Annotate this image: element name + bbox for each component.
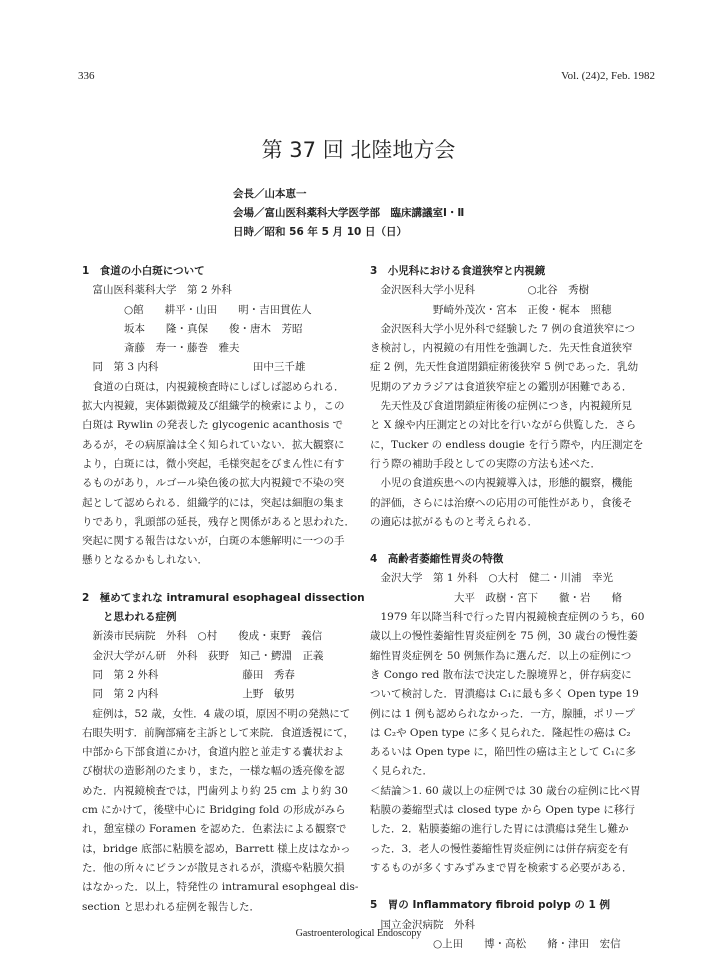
section-heading: 1 食道の小白斑について: [82, 265, 205, 277]
text-line: 国立金沢病院 外科: [370, 918, 475, 931]
meeting-venue: 会場／富山医科薬科大学医学部 臨床講議室Ⅰ・Ⅱ: [233, 207, 465, 219]
section-heading: 3 小児科における食道狭窄と内視鏡: [370, 265, 546, 277]
section-heading: 4 高齢者萎縮性胃炎の特徴: [370, 553, 504, 566]
text-line: た．他の所々にビランが散見されるが，潰瘍や粘膜欠損: [82, 861, 345, 874]
text-line: より，白斑には，微小突起，毛様突起をびまん性に有す: [82, 457, 345, 470]
text-line: き検討し，内視鏡の有用性を強調した．先天性食道狭窄: [370, 342, 633, 355]
section-heading: 2 極めてまれな intramural esophageal dissection: [82, 591, 365, 604]
text-line: ＜結論＞1. 60 歳以上の症例では 30 歳台の症例に比べ胃: [370, 784, 641, 797]
text-line: りであり，乳頭部の延長，残存と関係があると思われた．: [82, 515, 355, 528]
text-line: き Congo red 散布法で決定した腺境界と，併存病変に: [370, 668, 632, 681]
text-line: ○上田 博・高松 脩・津田 宏信: [370, 937, 621, 950]
text-line: 歳以上の慢性萎縮性胃炎症例を 75 例，30 歳台の慢性萎: [370, 630, 638, 643]
text-line: 症例は，52 歳，女性．4 歳の頃，原因不明の発熱にて: [82, 707, 351, 720]
text-line: 坂本 隆・真保 俊・唐木 芳昭: [82, 322, 303, 335]
text-line: 食道の白斑は，内視鏡検査時にしばしば認められる．: [82, 380, 345, 393]
text-line: 的評価，さらには治療への応用の可能性があり，食後そ: [370, 496, 633, 509]
section-heading: 5 胃の Inflammatory fibroid polyp の 1 例: [370, 899, 611, 912]
right-column: [370, 262, 645, 954]
text-line: 白斑は Rywlin の発表した glycogenic acanthosis で: [82, 419, 344, 432]
text-line: 小児の食道疾患への内視鏡導入は，形態的観察，機能: [370, 477, 633, 490]
text-line: 同 第 3 内科 田中三千雄: [82, 361, 306, 374]
text-line: 金沢医科大学小児外科で経験した 7 例の食道狭窄につ: [370, 322, 636, 335]
text-line: 同 第 2 外科 藤田 秀春: [82, 668, 295, 681]
text-line: 新湊市民病院 外科 ○村 俊成・東野 義信: [82, 630, 323, 643]
spacer: [82, 571, 346, 580]
text-line: 拡大内視鏡，実体顕微鏡及び組織学的検索により，この: [82, 400, 345, 413]
spacer: [370, 878, 632, 887]
text-line: は C₂や Open type に多く見られた．隆起性の癌は C₂: [370, 726, 631, 739]
text-line: はなかった．以上，特発性の intramural esophgeal dis-: [82, 881, 359, 894]
text-line: した．2．粘膜萎縮の進行した胃には潰瘍は発生し難か: [370, 823, 629, 836]
text-line: 富山医科薬科大学 第 2 外科: [82, 284, 232, 297]
text-line: と X 線や内圧測定との対比を行いながら供覧した．さら: [370, 419, 637, 432]
text-line: の適応は拡がるものと考えられる．: [370, 515, 538, 528]
text-line: に，Tucker の endless dougie を行う際や，内圧測定を: [370, 438, 644, 451]
text-line: あるいは Open type に，陥凹性の癌は主として C₁に多: [370, 746, 636, 759]
meeting-chair: 会長／山本恵一: [233, 188, 307, 200]
text-line: 行う際の補助手段としての実際の方法も述べた．: [370, 457, 601, 470]
text-line: 金沢大学がん研 外科 荻野 知己・鰐淵 正義: [82, 649, 324, 662]
text-line: 中部から下部食道にかけ，食道内腔と並走する嚢状およ: [82, 746, 345, 759]
text-line: び樹状の造影剤のたまり，また，一様な幅の透亮像を認: [82, 765, 345, 778]
text-line: 斎藤 寿一・藤巻 雅夫: [82, 342, 240, 355]
meeting-date: 日時／昭和 56 年 5 月 10 日（日）: [233, 226, 407, 238]
text-line: るものがあり，ルゴール染色後の拡大内視鏡で不染の突: [82, 477, 345, 490]
text-line: めた．内視鏡検査では，門歯列より約 25 cm より約 30: [82, 784, 348, 797]
text-line: section と思われる症例を報告した．: [82, 900, 260, 913]
section-heading: と思われる症例: [82, 611, 177, 624]
text-line: 大平 政樹・宮下 徹・岩 脩: [370, 591, 622, 604]
text-line: 児期のアカラジアは食道狭窄症との鑑別が困難である．: [370, 380, 633, 393]
text-line: 右眼失明す．前胸部痛を主訴として来院．食道透視にて，: [82, 726, 354, 739]
text-line: 1979 年以降当科で行った胃内視鏡検査症例のうち，60: [370, 611, 645, 624]
text-line: あるが，その病原論は全く知られていない．拡大観察に: [82, 438, 345, 451]
left-column: [82, 262, 365, 917]
text-line: 例には 1 例も認められなかった．一方，腺腫，ポリープ: [370, 707, 635, 720]
text-line: 起として認められる．組織学的には，突起は細胞の集ま: [82, 496, 345, 509]
text-line: 縮性胃炎症例を 50 例無作為に選んだ．以上の症例につ: [370, 649, 632, 662]
text-line: ○館 耕平・山田 明・吉田貫佐人: [82, 303, 312, 316]
journal-footer: Gastroenterological Endoscopy: [295, 928, 422, 939]
text-line: 野崎外茂次・宮本 正俊・梶本 照穂: [370, 303, 612, 316]
text-line: く見られた．: [370, 765, 433, 778]
page-number: 336: [78, 70, 95, 82]
spacer: [82, 580, 346, 589]
text-line: cm にかけて，後壁中心に Bridging fold の形成がみら: [82, 804, 346, 817]
text-line: 症 2 例，先天性食道閉鎖症術後狭窄 5 例であった．乳幼: [370, 361, 639, 374]
text-line: れ，憩室様の Foramen を認めた．色素法による観察で: [82, 823, 347, 836]
text-line: 突起に関する報告はないが，白斑の本態解明に一つの手: [82, 535, 345, 548]
text-line: するものが多くすみずみまで胃を検索する必要がある．: [370, 861, 633, 874]
text-line: は，bridge 底部に粘膜を認め，Barrett 様上皮はなかっ: [82, 842, 351, 855]
spacer: [370, 532, 632, 541]
text-line: 先天性及び食道閉鎖症術後の症例につき，内視鏡所見: [370, 400, 632, 413]
text-line: ついて検討した．胃潰瘍は C₁に最も多く Open type 19: [370, 688, 639, 701]
spacer: [370, 887, 632, 896]
volume-info: Vol. (24)2, Feb. 1982: [561, 70, 655, 82]
text-line: った．3．老人の慢性萎縮性胃炎症例には併存病変を有: [370, 842, 629, 855]
text-line: 粘膜の萎縮型式は closed type から Open type に移行: [370, 804, 635, 817]
text-line: 金沢医科大学小児科 ○北谷 秀樹: [370, 284, 590, 297]
text-line: 金沢大学 第 1 外科 ○大村 健二・川浦 幸光: [370, 572, 614, 585]
page-title: 第 37 回 北陸地方会: [261, 138, 456, 162]
spacer: [370, 541, 632, 550]
text-line: 同 第 2 内科 上野 敏男: [82, 688, 295, 701]
text-line: 懸りとなるかもしれない．: [82, 554, 208, 567]
